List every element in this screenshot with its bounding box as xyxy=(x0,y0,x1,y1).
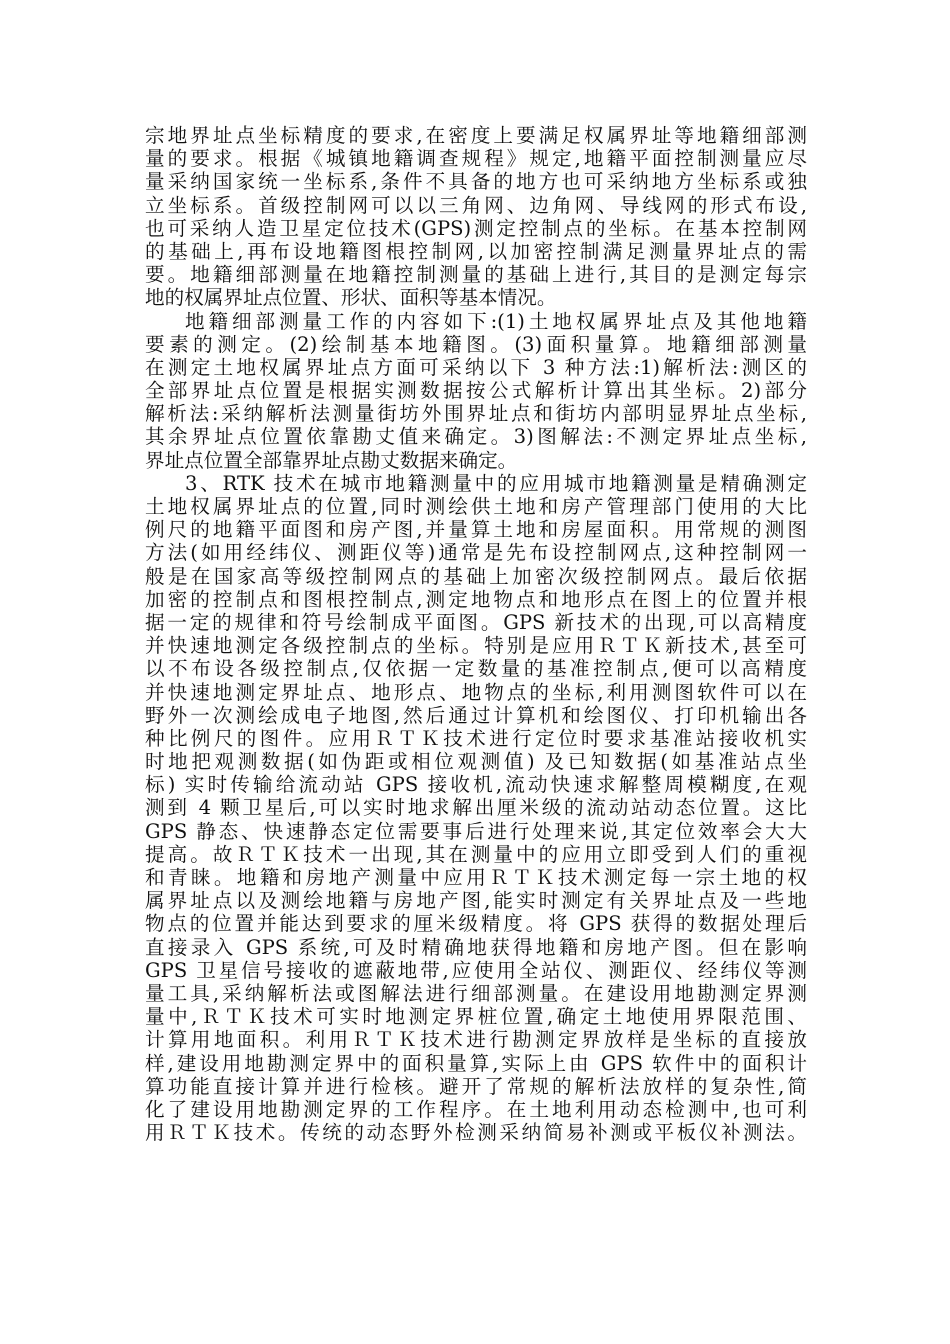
text-line: 属界址点以及测绘地籍与房地产图,能实时测定有关界址点及一些地 xyxy=(145,889,807,913)
text-line: 物点的位置并能达到要求的厘米级精度。将 GPS 获得的数据处理后 xyxy=(145,912,807,936)
text-line: 样,建设用地勘测定界中的面积量算,实际上由 GPS 软件中的面积计 xyxy=(145,1051,807,1075)
text-line: 解析法:采纳解析法测量街坊外围界址点和街坊内部明显界址点坐标, xyxy=(145,402,807,426)
text-line: 般是在国家高等级控制网点的基础上加密次级控制网点。最后依据 xyxy=(145,564,807,588)
text-line: GPS 静态、快速静态定位需要事后进行处理来说,其定位效率会大大 xyxy=(145,819,807,843)
text-line: 要。地籍细部测量在地籍控制测量的基础上进行,其目的是测定每宗 xyxy=(145,263,807,287)
text-line: 时地把观测数据(如伪距或相位观测值) 及已知数据(如基准站点坐 xyxy=(145,750,807,774)
text-line: 也可采纳人造卫星定位技术(GPS)测定控制点的坐标。在基本控制网 xyxy=(145,216,807,240)
text-line: 野外一次测绘成电子地图,然后通过计算机和绘图仪、打印机输出各 xyxy=(145,703,807,727)
text-line: 其余界址点位置依靠勘丈值来确定。3)图解法:不测定界址点坐标, xyxy=(145,425,807,449)
text-line: 并快速地测定各级控制点的坐标。特别是应用ＲＴＫ新技术,甚至可 xyxy=(145,634,807,658)
text-line: 标) 实时传输给流动站 GPS 接收机,流动快速求解整周模糊度,在观 xyxy=(145,773,807,797)
text-line: 加密的控制点和图根控制点,测定地物点和地形点在图上的位置并根 xyxy=(145,587,807,611)
text-line: 计算用地面积。利用ＲＴＫ技术进行勘测定界放样是坐标的直接放 xyxy=(145,1028,807,1052)
text-line: 宗地界址点坐标精度的要求,在密度上要满足权属界址等地籍细部测 xyxy=(145,124,807,147)
text-line: 量的要求。根据《城镇地籍调查规程》规定,地籍平面控制测量应尽 xyxy=(145,147,807,171)
text-line: 量采纳国家统一坐标系,条件不具备的地方也可采纳地方坐标系或独 xyxy=(145,170,807,194)
text-line: 方法(如用经纬仪、测距仪等)通常是先布设控制网点,这种控制网一 xyxy=(145,541,807,565)
document-body xyxy=(145,124,807,1144)
text-line: GPS 卫星信号接收的遮蔽地带,应使用全站仪、测距仪、经纬仪等测 xyxy=(145,958,807,982)
text-line: 例尺的地籍平面图和房产图,并量算土地和房屋面积。用常规的测图 xyxy=(145,518,807,542)
text-line: 在测定土地权属界址点方面可采纳以下 3 种方法:1)解析法:测区的 xyxy=(145,355,807,379)
text-line: 算功能直接计算并进行检核。避开了常规的解析法放样的复杂性,简 xyxy=(145,1074,807,1098)
text-line: 的基础上,再布设地籍图根控制网,以加密控制满足测量界址点的需 xyxy=(145,239,807,263)
text-line: 立坐标系。首级控制网可以以三角网、边角网、导线网的形式布设, xyxy=(145,193,807,217)
text-line: 提高。故ＲＴＫ技术一出现,其在测量中的应用立即受到人们的重视 xyxy=(145,842,807,866)
text-line: 直接录入 GPS 系统,可及时精确地获得地籍和房地产图。但在影响 xyxy=(145,935,807,959)
text-line: 量中,ＲＴＫ技术可实时地测定界桩位置,确定土地使用界限范围、 xyxy=(145,1005,807,1029)
text-line: 和青睐。地籍和房地产测量中应用ＲＴＫ技术测定每一宗土地的权 xyxy=(145,866,807,889)
text-line: 种比例尺的图件。应用ＲＴＫ技术进行定位时要求基准站接收机实 xyxy=(145,726,807,750)
text-line: 界址点位置全部靠界址点勘丈数据来确定。 xyxy=(145,448,518,472)
text-line: 要素的测定。(2)绘制基本地籍图。(3)面积量算。地籍细部测量 xyxy=(145,332,807,356)
text-line: 测到 4 颗卫星后,可以实时地求解出厘米级的流动站动态位置。这比 xyxy=(145,796,807,820)
text-line: 并快速地测定界址点、地形点、地物点的坐标,利用测图软件可以在 xyxy=(145,680,807,704)
text-line: 土地权属界址点的位置,同时测绘供土地和房产管理部门使用的大比 xyxy=(145,495,807,518)
text-line: 全部界址点位置是根据实测数据按公式解析计算出其坐标。2)部分 xyxy=(145,379,807,403)
text-line: 用ＲＴＫ技术。传统的动态野外检测采纳简易补测或平板仪补测法。 xyxy=(145,1121,807,1145)
text-line: 3、RTK 技术在城市地籍测量中的应用城市地籍测量是精确测定 xyxy=(185,471,807,495)
text-line: 量工具,采纳解析法或图解法进行细部测量。在建设用地勘测定界测 xyxy=(145,981,807,1005)
text-line: 地籍细部测量工作的内容如下:(1)土地权属界址点及其他地籍 xyxy=(185,309,807,333)
text-line: 以不布设各级控制点,仅依据一定数量的基准控制点,便可以高精度 xyxy=(145,657,807,681)
text-line: 地的权属界址点位置、形状、面积等基本情况。 xyxy=(145,286,557,310)
text-line: 化了建设用地勘测定界的工作程序。在土地利用动态检测中,也可利 xyxy=(145,1097,807,1121)
text-line: 据一定的规律和符号绘制成平面图。GPS 新技术的出现,可以高精度 xyxy=(145,610,807,634)
